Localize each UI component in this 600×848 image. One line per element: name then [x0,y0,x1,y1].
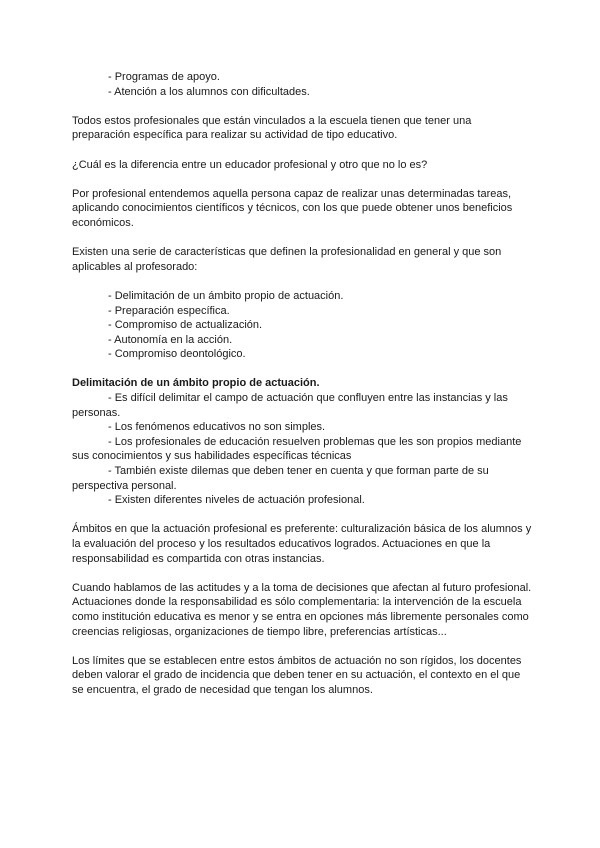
document-page [72,70,532,712]
list-item: - Compromiso de actualización. [108,319,263,332]
paragraph-profesionales: Todos estos profesionales que están vinculados a la escuela tienen que tener una preparación específica para realizar su actividad de tipo educativo. [72,114,472,142]
list-item: - Compromiso deontológico. [108,348,246,361]
top-list [72,70,532,99]
paragraph-question: ¿Cuál es la diferencia entre un educador profesional y otro que no lo es? [72,158,428,171]
list-item: - Delimitación de un ámbito propio de actuación. [108,289,344,302]
section-item: - Es difícil delimitar el campo de actuación que confluyen entre las instancias y las personas. [72,392,508,419]
section-item: - También existe dilemas que deben tener en cuenta y que forman parte de su perspectiva personal. [72,465,489,492]
section-heading: Delimitación de un ámbito propio de actuación. [72,377,320,390]
paragraph-limites: Los límites que se establecen entre estos ámbitos de actuación no son rígidos, los docentes deben valorar el grado de incidencia que deben tener en su actuación, el contexto en el que se encuentra, el grado de necesidad que tengan los alumnos. [72,654,522,696]
paragraph-ambitos: Ámbitos en que la actuación profesional es preferente: culturalización básica de los alumnos y la evaluación del proceso y los resultados educativos logrados. Actuaciones en que la responsabilidad es compartida con otras instancias. [72,523,532,565]
section-item: - Los fenómenos educativos no son simples. [108,421,326,434]
section-item: - Existen diferentes niveles de actuación profesional. [108,494,365,507]
paragraph-definicion: Por profesional entendemos aquella persona capaz de realizar unas determinadas tareas, aplicando conocimientos científicos y técnicos, con los que puede obtener unos beneficios económicos. [72,187,513,229]
section-delimitacion [72,376,532,507]
characteristics-list [72,289,532,362]
list-item: - Atención a los alumnos con dificultades. [108,85,310,98]
section-item: - Los profesionales de educación resuelven problemas que les son propios mediante sus conocimientos y sus habilidades específicas técnicas [72,435,522,463]
paragraph-caracteristicas: Existen una serie de características que definen la profesionalidad en general y que son aplicables al profesorado: [72,246,502,273]
list-item: - Preparación específica. [108,304,230,317]
paragraph-actitudes: Cuando hablamos de las actitudes y a la toma de decisiones que afectan al futuro profesional. Actuaciones donde la responsabilidad es sólo complementaria: la intervención de la escuela como institución educativa es menor y se entra en opciones más libremente personales como creencias religiosas, organizaciones de tiempo libre, preferencias artísticas... [72,581,532,638]
list-item: - Autonomía en la acción. [108,333,233,346]
list-item: - Programas de apoyo. [108,71,220,83]
